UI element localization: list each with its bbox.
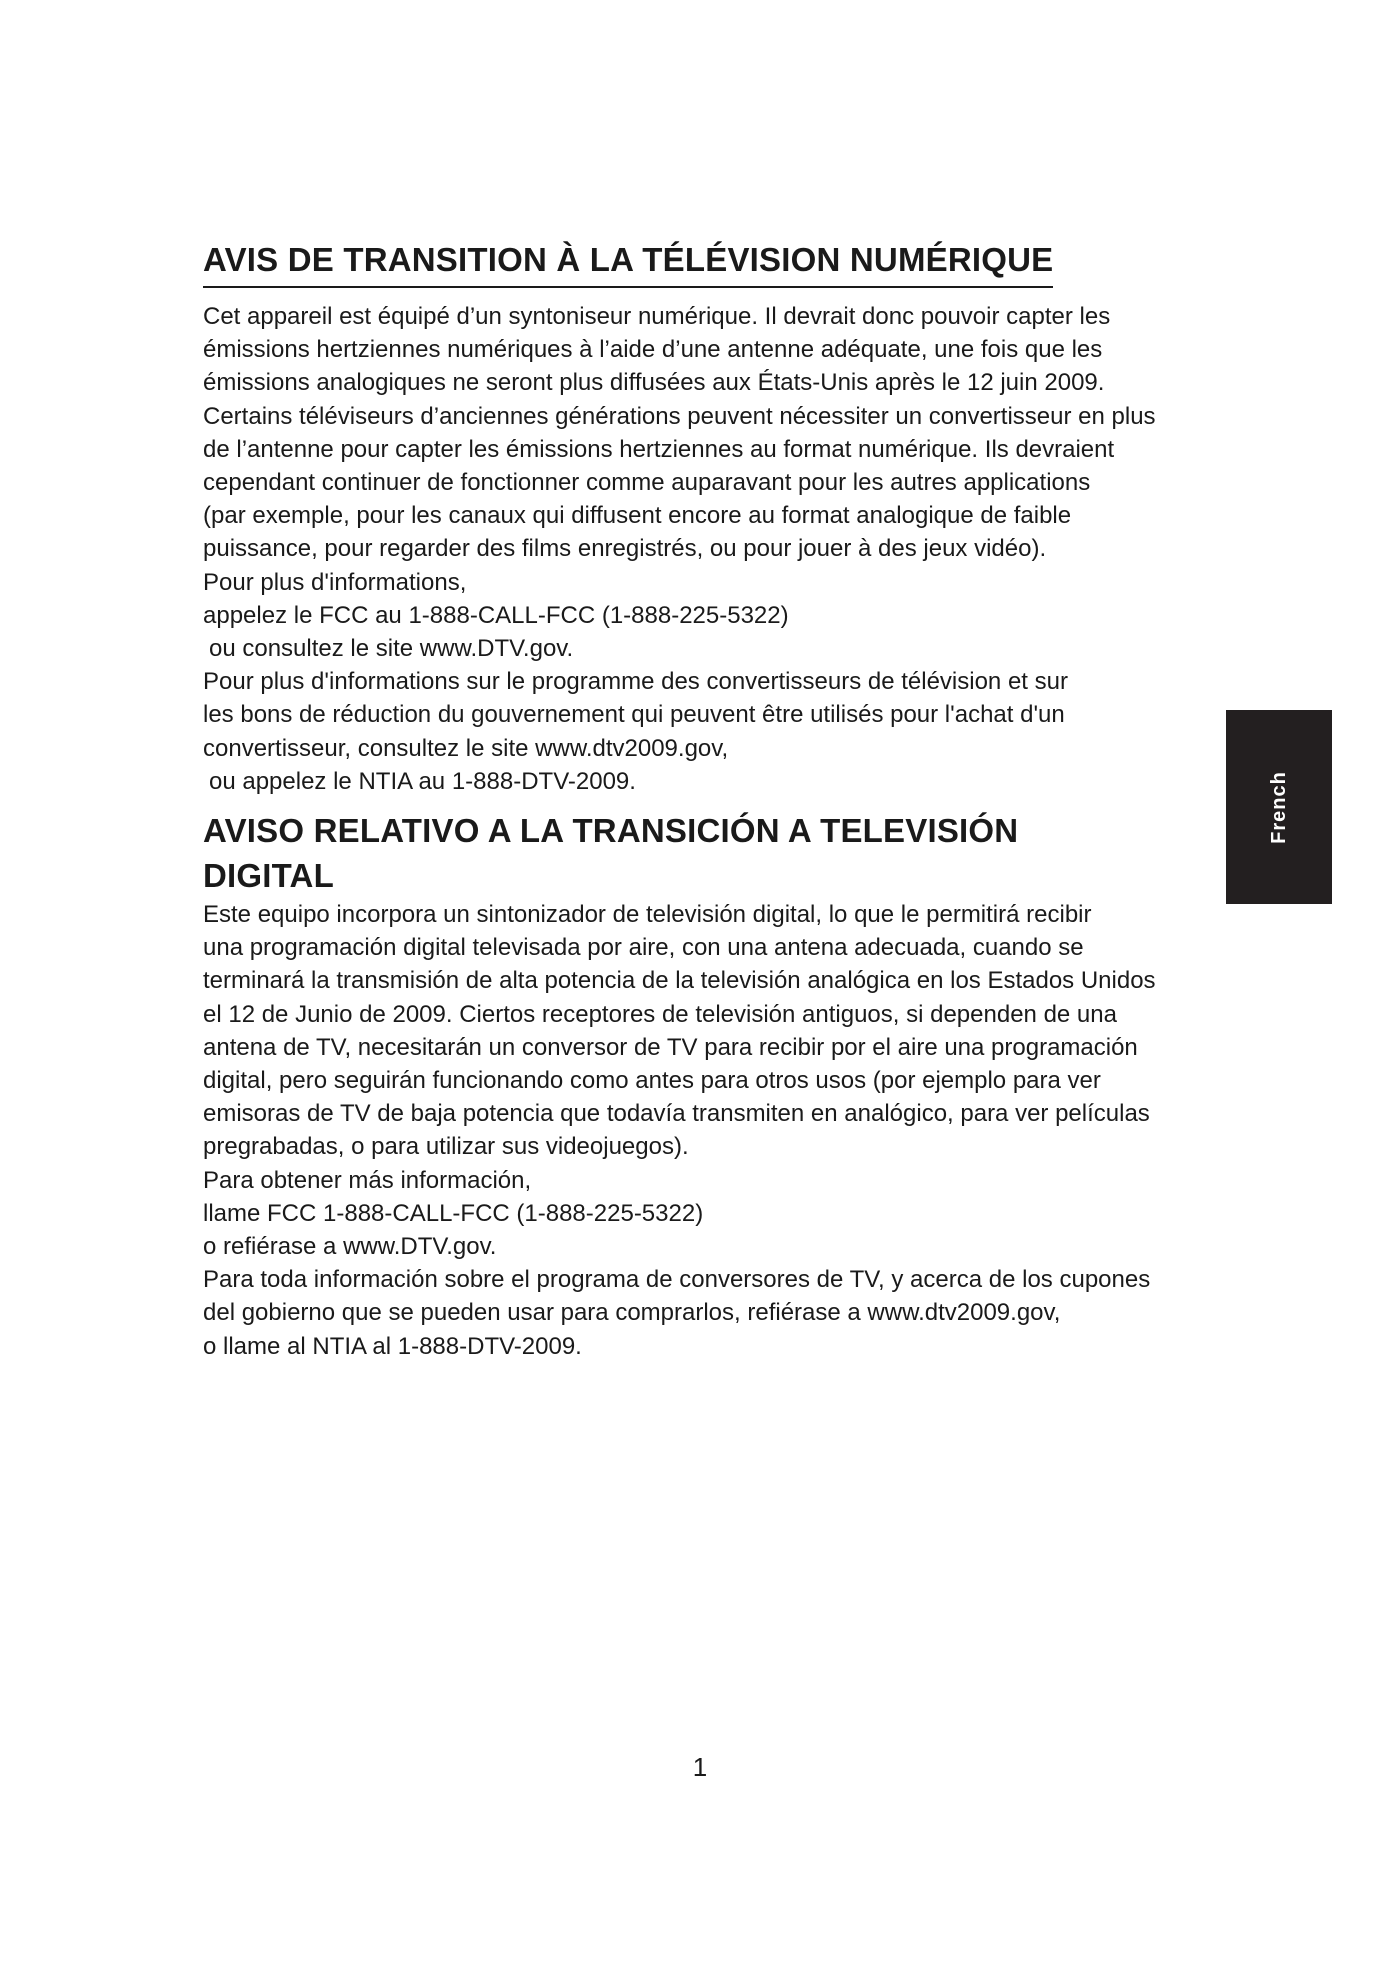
- french-section-title: AVIS DE TRANSITION À LA TÉLÉVISION NUMÉRIQUE: [203, 238, 1053, 288]
- page-number: 1: [692, 1752, 708, 1782]
- spanish-title-line: DIGITAL: [203, 857, 334, 895]
- french-line: Certains téléviseurs d’anciennes générations peuvent nécessiter un convertisseur en plus: [203, 402, 1156, 430]
- french-line: appelez le FCC au 1-888-CALL-FCC (1-888-225-5322): [203, 601, 789, 629]
- spanish-line: pregrabadas, o para utilizar sus videojuegos).: [203, 1133, 689, 1161]
- spanish-line: Este equipo incorpora un sintonizador de televisión digital, lo que le permitirá recibir: [203, 901, 1092, 929]
- french-line: les bons de réduction du gouvernement qui peuvent être utilisés pour l'achat d'un: [203, 701, 1065, 729]
- spanish-section-body: [203, 898, 1206, 1363]
- french-line: Cet appareil est équipé d’un syntoniseur numérique. Il devrait donc pouvoir capter les: [203, 303, 1111, 330]
- spanish-line: una programación digital televisada por aire, con una antena adecuada, cuando se: [203, 934, 1084, 962]
- spanish-line: llame FCC 1-888-CALL-FCC (1-888-225-5322): [203, 1199, 704, 1227]
- spanish-line: Para obtener más información,: [203, 1166, 532, 1194]
- french-section-body: [203, 300, 1206, 798]
- spanish-section-title: [203, 808, 1206, 898]
- spanish-line: terminará la transmisión de alta potencia de la televisión analógica en los Estados Unidos: [203, 967, 1156, 995]
- spanish-line: del gobierno que se pueden usar para comprarlos, refiérase a www.dtv2009.gov,: [203, 1299, 1061, 1327]
- spanish-line: o refiérase a www.DTV.gov.: [203, 1233, 497, 1261]
- french-line: émissions analogiques ne seront plus diffusées aux États-Unis après le 12 juin 2009.: [203, 369, 1105, 397]
- french-line: (par exemple, pour les canaux qui diffusent encore au format analogique de faible: [203, 502, 1072, 530]
- language-side-tab: [1226, 710, 1332, 904]
- page-content: [203, 238, 1206, 1363]
- language-tab-label: French: [1267, 770, 1290, 844]
- french-line: cependant continuer de fonctionner comme auparavant pour les autres applications: [203, 469, 1091, 497]
- spanish-line: emisoras de TV de baja potencia que todavía transmiten en analógico, para ver películas: [203, 1100, 1150, 1128]
- spanish-line: antena de TV, necesitarán un conversor de TV para recibir por el aire una programación: [203, 1033, 1138, 1061]
- french-line: Pour plus d'informations sur le programme des convertisseurs de télévision et sur: [203, 668, 1068, 696]
- french-line: émissions hertziennes numériques à l’aide d’une antenne adéquate, une fois que les: [203, 336, 1103, 364]
- french-line: puissance, pour regarder des films enregistrés, ou pour jouer à des jeux vidéo).: [203, 535, 1047, 563]
- french-line: ou consultez le site www.DTV.gov.: [209, 635, 574, 663]
- spanish-line: digital, pero seguirán funcionando como antes para otros usos (por ejemplo para ver: [203, 1067, 1101, 1095]
- spanish-title-line: AVISO RELATIVO A LA TRANSICIÓN A TELEVISIÓN: [203, 812, 1019, 850]
- spanish-line: o llame al NTIA al 1-888-DTV-2009.: [203, 1332, 582, 1360]
- french-line: convertisseur, consultez le site www.dtv2009.gov,: [203, 734, 729, 762]
- french-line: de l’antenne pour capter les émissions hertziennes au format numérique. Ils devraient: [203, 435, 1115, 463]
- spanish-line: el 12 de Junio de 2009. Ciertos receptores de televisión antiguos, si dependen de una: [203, 1000, 1117, 1028]
- spanish-line: Para toda información sobre el programa de conversores de TV, y acerca de los cupones: [203, 1266, 1151, 1294]
- french-line: ou appelez le NTIA au 1-888-DTV-2009.: [209, 767, 636, 795]
- french-line: Pour plus d'informations,: [203, 568, 467, 596]
